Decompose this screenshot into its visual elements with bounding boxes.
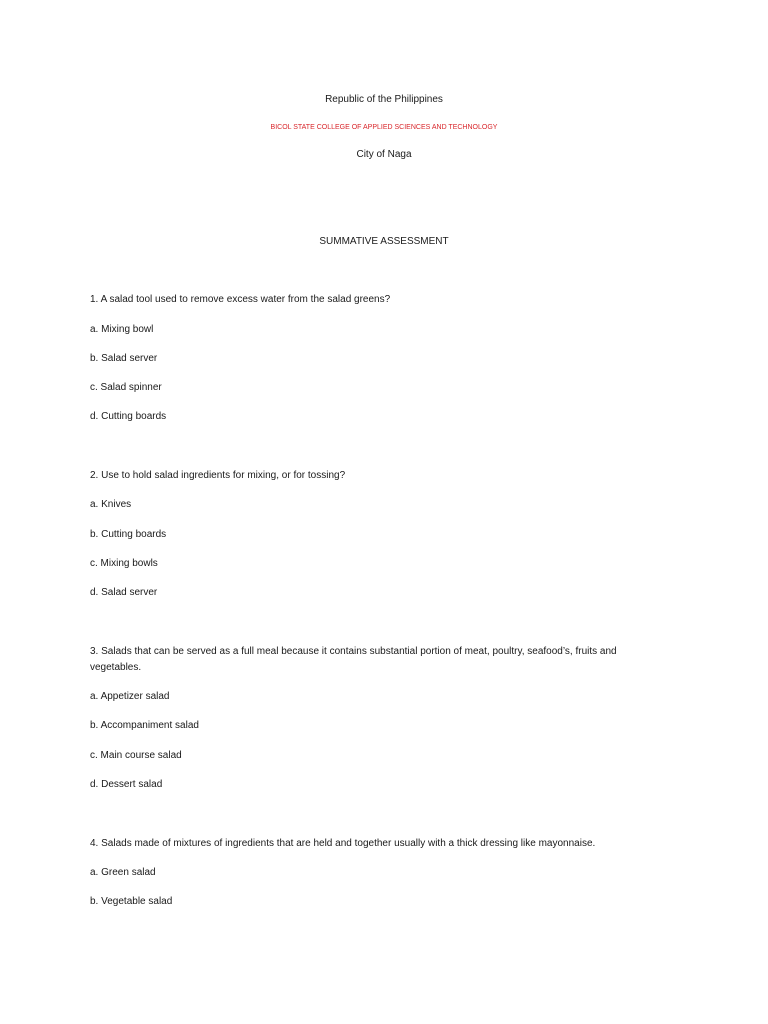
header-republic: Republic of the Philippines <box>325 94 443 105</box>
question-2-option-d: d. Salad server <box>90 587 158 598</box>
assessment-title: SUMMATIVE ASSESSMENT <box>319 236 449 247</box>
question-3: 3. Salads that can be served as a full meal because it contains substantial portion of meat, poultry, seafood’s, fruits and vegetables. <box>90 646 617 673</box>
question-2-option-a: a. Knives <box>90 499 132 510</box>
question-1-option-b: b. Salad server <box>90 353 158 364</box>
question-1: 1. A salad tool used to remove excess water from the salad greens? <box>90 294 391 305</box>
question-3-option-d: d. Dessert salad <box>90 779 163 790</box>
question-3-option-b: b. Accompaniment salad <box>90 720 199 731</box>
question-4-option-a: a. Green salad <box>90 867 156 878</box>
question-4-option-b: b. Vegetable salad <box>90 896 173 907</box>
question-2-option-b: b. Cutting boards <box>90 529 167 540</box>
header-city: City of Naga <box>356 149 412 160</box>
question-4: 4. Salads made of mixtures of ingredients that are held and together usually with a thick dressing like mayonnaise. <box>90 838 596 849</box>
question-1-option-c: c. Salad spinner <box>90 382 162 393</box>
question-1-option-a: a. Mixing bowl <box>90 324 154 335</box>
question-3-option-a: a. Appetizer salad <box>90 691 170 702</box>
header-college: BICOL STATE COLLEGE OF APPLIED SCIENCES AND TECHNOLOGY <box>270 124 498 131</box>
question-2: 2. Use to hold salad ingredients for mixing, or for tossing? <box>90 470 346 481</box>
question-3-option-c: c. Main course salad <box>90 750 182 761</box>
question-1-option-d: d. Cutting boards <box>90 411 167 422</box>
question-2-option-c: c. Mixing bowls <box>90 558 158 569</box>
